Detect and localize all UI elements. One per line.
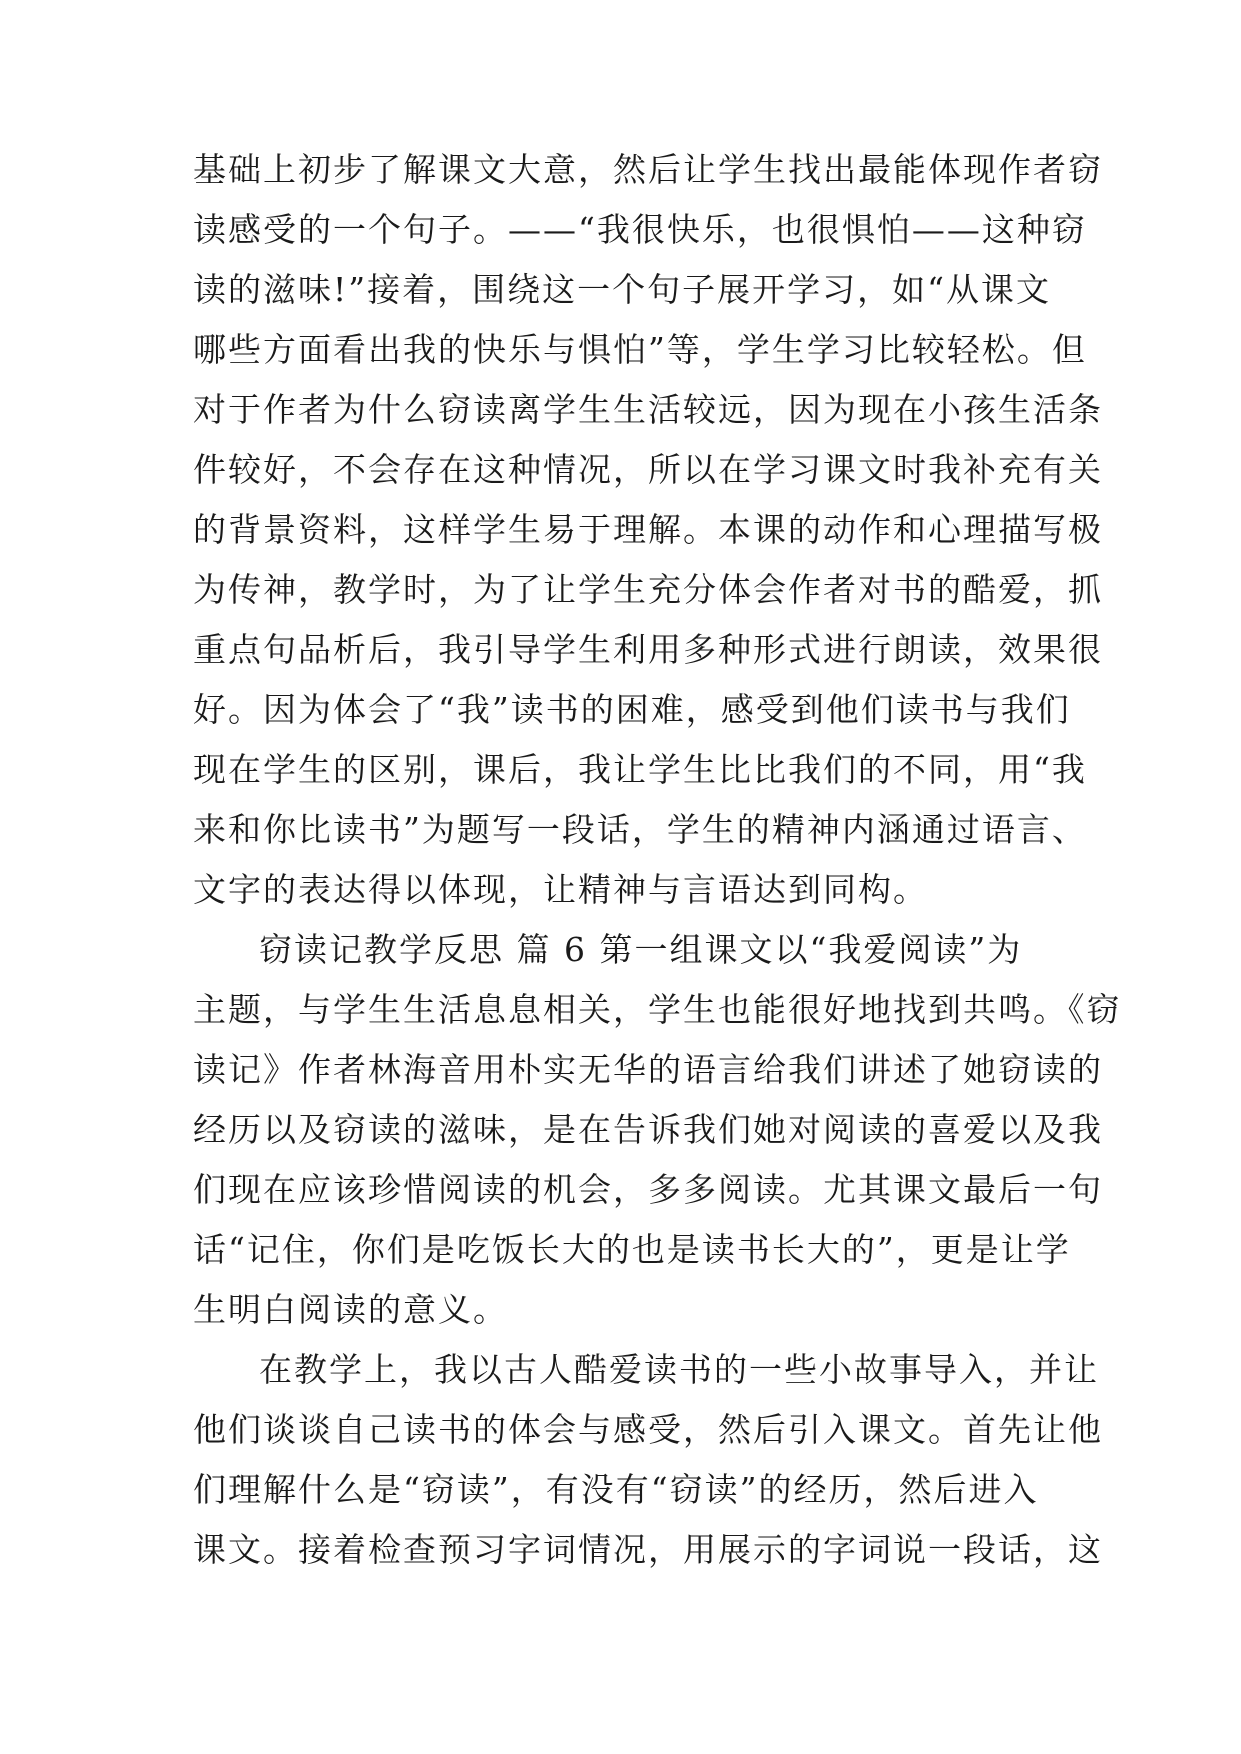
text-line: 他们谈谈自己读书的体会与感受，然后引入课文。首先让他 (193, 1410, 1103, 1449)
text-line: 文字的表达得以体现，让精神与言语达到同构。 (193, 870, 928, 909)
text-line: 课文。接着检查预习字词情况，用展示的字词说一段话，这 (193, 1530, 1103, 1569)
text-line: 们理解什么是“窃读”，有没有“窃读”的经历，然后进入 (193, 1470, 1039, 1509)
text-line: 读感受的一个句子。——“我很快乐，也很惧怕——这种窃 (193, 210, 1087, 249)
text-line: 好。因为体会了“我”读书的困难，感受到他们读书与我们 (193, 690, 1071, 729)
text-line: 经历以及窃读的滋味，是在告诉我们她对阅读的喜爱以及我 (193, 1110, 1103, 1149)
text-line: 在教学上，我以古人酷爱读书的一些小故事导入，并让 (259, 1350, 1099, 1389)
text-line: 读的滋味!”接着，围绕这一个句子展开学习，如“从课文 (193, 270, 1052, 309)
text-line: 基础上初步了解课文大意，然后让学生找出最能体现作者窃 (193, 150, 1103, 189)
text-line: 件较好，不会存在这种情况，所以在学习课文时我补充有关 (193, 450, 1103, 489)
text-line: 现在学生的区别，课后，我让学生比比我们的不同，用“我 (193, 750, 1087, 789)
text-line: 哪些方面看出我的快乐与惧怕”等，学生学习比较轻松。但 (193, 330, 1087, 369)
text-line: 们现在应该珍惜阅读的机会，多多阅读。尤其课文最后一句 (193, 1170, 1103, 1209)
text-line: 对于作者为什么窃读离学生生活较远，因为现在小孩生活条 (193, 390, 1103, 429)
text-line: 重点句品析后，我引导学生利用多种形式进行朗读，效果很 (193, 630, 1103, 669)
text-line: 的背景资料，这样学生易于理解。本课的动作和心理描写极 (193, 510, 1103, 549)
text-line: 生明白阅读的意义。 (193, 1290, 508, 1329)
text-line: 主题，与学生生活息息相关，学生也能很好地找到共鸣。《窃 (193, 990, 1122, 1029)
text-line: 话“记住，你们是吃饭长大的也是读书长大的”，更是让学 (193, 1230, 1071, 1269)
text-line: 窃读记教学反思 篇 6 第一组课文以“我爱阅读”为 (259, 930, 1023, 969)
text-line: 读记》作者林海音用朴实无华的语言给我们讲述了她窃读的 (193, 1050, 1103, 1089)
text-line: 来和你比读书”为题写一段话，学生的精神内涵通过语言、 (193, 810, 1087, 849)
body-text (193, 140, 1122, 1580)
text-line: 为传神，教学时，为了让学生充分体会作者对书的酷爱，抓 (193, 570, 1103, 609)
